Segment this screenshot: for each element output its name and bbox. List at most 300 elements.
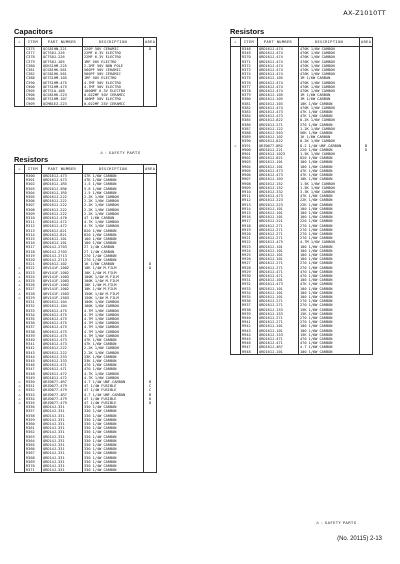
part-number: QRD161J-152 [258, 182, 299, 186]
item-ref: R941 [241, 320, 258, 324]
description: 3.3K 1/6W CARBON [299, 190, 360, 194]
col-item: ITEM [241, 38, 258, 47]
description: 100K 1/6W CARBON [83, 300, 144, 304]
part-number: QRD14J-331 [42, 430, 83, 434]
part-number: QRD14J-331 [42, 409, 83, 413]
description: 100 1/6W CARBON [299, 160, 360, 164]
item-ref: R334 [25, 313, 42, 317]
description: 470K 1/6W CARBON [299, 60, 360, 64]
description: 100K 1/4W M.FILM [83, 275, 144, 279]
item-ref: R318 [25, 250, 42, 254]
col-item: ITEM [25, 165, 42, 174]
part-number: QRD161J-101 [258, 249, 299, 253]
description: 47 1/6W CARBON [83, 216, 144, 220]
description: 330 1/4W CARBON [83, 435, 144, 439]
part-number: QRD14J-331 [42, 435, 83, 439]
col-part-number: PART NUMBER [258, 38, 299, 47]
item-ref: R925 [241, 253, 258, 257]
item-ref: R314 [25, 233, 42, 237]
part-number: QRV141F-1002 [42, 266, 83, 270]
part-number: QRD161J-474 [258, 60, 299, 64]
description: 47K 1/6W CARBON [299, 282, 360, 286]
item-ref: R356 [25, 405, 42, 409]
part-number: QRD161J-101 [258, 350, 299, 355]
description: 2.2K 1/6W CARBON [83, 199, 144, 203]
item-ref: R390 [241, 139, 258, 143]
description: 1.5 1/6W CARBON [83, 182, 144, 186]
item-ref: R310 [25, 216, 42, 220]
item-ref: R387 [241, 127, 258, 131]
description: 47 1/4W FUSIBLE [83, 397, 144, 401]
description: 4.7M 1/6W CARBON [83, 325, 144, 329]
description: 100 1/6W CARBON [299, 257, 360, 261]
safety-mark: ⚠ [15, 279, 25, 283]
description: 22K 1/6W CARBON [299, 198, 360, 202]
item-ref: R933 [241, 287, 258, 291]
capacitors-safety-note: ⚠ : SAFETY PARTS [100, 151, 141, 155]
item-ref: C388 [25, 76, 42, 80]
part-number: QRD161J-223 [258, 203, 299, 207]
item-ref: R915 [241, 211, 258, 215]
item-ref: R902 [241, 156, 258, 160]
part-number: QRD161J-475 [42, 330, 83, 334]
item-ref: R910 [241, 190, 258, 194]
description: 2.2K 1/6W CARBON [83, 351, 144, 355]
part-number: QCTS0J-226 [42, 55, 83, 59]
part-number: QRD161J-222 [42, 212, 83, 216]
part-number: QRD161J-473 [258, 114, 299, 118]
description: 1.5 1/6W CARBON [83, 191, 144, 195]
safety-mark: ⚠ [15, 271, 25, 275]
description: 1000MF 6.3V ELECTRO [83, 89, 144, 93]
table-row [15, 102, 157, 107]
description: 470K 1/6W CARBON [299, 64, 360, 68]
item-ref: R944 [241, 333, 258, 337]
part-number: QRD161J-471 [258, 270, 299, 274]
col-description: DESCRIPTION [83, 38, 144, 47]
description: 100 1/6W CARBON [299, 287, 360, 291]
part-number: QRD161J-222 [42, 199, 83, 203]
item-ref: R348 [241, 47, 258, 52]
part-number: QRD161J-222 [42, 203, 83, 207]
description: 270 1/6W CARBON [299, 266, 360, 270]
part-number: QRD161J-474 [258, 51, 299, 55]
part-number: QEKS1HM-225 [42, 64, 83, 68]
description: 150K 1/4W M.FILM [83, 292, 144, 296]
item-ref: R300 [25, 174, 42, 179]
description: 100 1/6W CARBON [299, 295, 360, 299]
part-number: QRD161J-101 [258, 324, 299, 328]
area-code: C [144, 384, 157, 388]
item-ref: R368 [25, 456, 42, 460]
part-number: QRD161J-473 [258, 173, 299, 177]
part-number: QRD161J-473 [258, 169, 299, 173]
part-number: QCM81EZ-223 [42, 102, 83, 107]
item-ref: R303 [25, 187, 42, 191]
part-number: QRD161J-474 [258, 47, 299, 52]
capacitors-heading: Capacitors [14, 27, 53, 36]
part-number: QRD161J-271 [258, 266, 299, 270]
resistors-heading-left: Resistors [14, 155, 49, 164]
description: 4.7K 1/6W CARBON [83, 224, 144, 228]
part-number: QRD161J-473 [42, 338, 83, 342]
description: 470K 1/6W CARBON [299, 89, 360, 93]
item-ref: R364 [25, 439, 42, 443]
description: 1M 1/6W CARBON [299, 93, 360, 97]
item-ref: R373 [241, 68, 258, 72]
safety-mark: ⚠ [15, 388, 25, 392]
col-description: DESCRIPTION [83, 165, 144, 174]
description: 330 1/4W CARBON [83, 451, 144, 455]
safety-mark: ⚠ [231, 144, 241, 148]
item-ref: R329 [25, 296, 42, 300]
item-ref: R335 [25, 317, 42, 321]
item-ref: R931 [241, 278, 258, 282]
item-ref: R340 [25, 338, 42, 342]
col-safety: ⚠ [15, 38, 25, 47]
item-ref: R309 [25, 212, 42, 216]
item-ref: R383 [241, 110, 258, 114]
item-ref: R302 [25, 182, 42, 186]
item-ref: R370 [241, 55, 258, 59]
description: 4.7M 1/6W CARBON [83, 317, 144, 321]
part-number: QRD14J-331 [42, 443, 83, 447]
part-number: QETS1HM-475 [42, 81, 83, 85]
part-number: QRD161J-105 [258, 93, 299, 97]
part-number: QRD161J-102 [42, 262, 83, 266]
part-number: QRD161J-822 [258, 118, 299, 122]
item-ref: R331 [25, 300, 42, 304]
area-code: B [144, 393, 157, 397]
item-ref: R926 [241, 257, 258, 261]
item-ref: C379 [25, 60, 42, 64]
item-ref: R912 [241, 198, 258, 202]
part-number: QRD14J-2713 [42, 258, 83, 262]
description: 330 1/4W CARBON [83, 405, 144, 409]
area-code [360, 350, 373, 355]
description: 8.2 1/4W UNF.CARBON [299, 144, 360, 148]
item-ref: R326 [25, 283, 42, 287]
part-number: QRD161J-822 [258, 139, 299, 143]
description: 100 1/6W CARBON [299, 253, 360, 257]
part-number: QRD161J-101 [258, 160, 299, 164]
part-number: QRD161J-271 [258, 228, 299, 232]
description: 100 1/6W CARBON [299, 215, 360, 219]
item-ref: R911 [241, 194, 258, 198]
part-number: QRD161J-474 [258, 85, 299, 89]
part-number: QRD14J-331 [42, 439, 83, 443]
description: 47K 1/6W CARBON [299, 110, 360, 114]
description: 100 1/6W CARBON [299, 207, 360, 211]
description: 1M 1/6W CARBON [299, 97, 360, 101]
item-ref: R922 [241, 240, 258, 244]
item-ref: R916 [241, 215, 258, 219]
item-ref: R339 [25, 334, 42, 338]
description: 10K 1/4W M.FILM [83, 266, 144, 270]
part-number: QCS81HK-223 [42, 93, 83, 97]
part-number: QRD14J-331 [42, 456, 83, 460]
safety-mark: ⚠ [15, 292, 25, 296]
part-number: QRD161J-471 [258, 337, 299, 341]
item-ref: C378 [25, 55, 42, 59]
description: 47 1/4W FUSIBLE [83, 384, 144, 388]
part-number: QRD161J-475 [42, 309, 83, 313]
part-number: QRD161J-475 [42, 334, 83, 338]
item-ref: R306 [25, 199, 42, 203]
item-ref: R316 [25, 241, 42, 245]
item-ref: R343 [25, 351, 42, 355]
description: 330 1/4W CARBON [83, 414, 144, 418]
item-ref: R346 [25, 363, 42, 367]
part-number: QRD161J-101 [258, 211, 299, 215]
part-number: QRD161J-153 [258, 312, 299, 316]
part-number: QRZ0077-479 [42, 384, 83, 388]
description: 470K 1/6W CARBON [299, 55, 360, 59]
safety-mark: ⚠ [15, 283, 25, 287]
description: 47K 1/6W CARBON [299, 194, 360, 198]
description: 270 1/6W CARBON [299, 320, 360, 324]
description: 10K 1/4W M.FILM [83, 283, 144, 287]
description: 270 1/6W CARBON [299, 236, 360, 240]
item-ref: R386 [241, 123, 258, 127]
description: 1MF 50V ELECTRO [83, 76, 144, 80]
description: 220P 50V CERAMIC [83, 47, 144, 52]
part-number: QRD161J-103 [258, 102, 299, 106]
item-ref: R380 [241, 97, 258, 101]
item-ref: R313 [25, 229, 42, 233]
item-ref: C375 [25, 47, 42, 52]
item-ref: R389 [241, 135, 258, 139]
description: 100MF 50V ELECTRO [83, 97, 144, 101]
item-ref: R901 [241, 152, 258, 156]
description: 4.7 1/6W CARBON [299, 345, 360, 349]
item-ref: R311 [25, 220, 42, 224]
description: 4.7M 1/6W CARBON [83, 321, 144, 325]
description: 470 1/6W CARBON [83, 367, 144, 371]
part-number: QRD161J-471 [42, 367, 83, 371]
area-code [144, 468, 157, 473]
item-ref: R928 [241, 266, 258, 270]
item-ref: R927 [241, 261, 258, 265]
table-row [231, 350, 373, 355]
description: 10K 1/6W CARBON [299, 102, 360, 106]
description: 330 1/4W CARBON [83, 447, 144, 451]
part-number: QCS81HN-221 [42, 47, 83, 52]
description: 100 1/6W CARBON [299, 291, 360, 295]
col-safety: ⚠ [15, 165, 25, 174]
part-number: QRD161J-101 [258, 215, 299, 219]
safety-mark [231, 350, 241, 355]
description: 330 1/4W CARBON [83, 418, 144, 422]
part-number: QRD161J-153 [258, 333, 299, 337]
item-ref: R317 [25, 245, 42, 249]
part-number: QRV141F-1003 [42, 275, 83, 279]
part-number: QRD161J-473 [42, 178, 83, 182]
item-ref: R327 [25, 287, 42, 291]
description: 2.2K 1/6W CARBON [83, 203, 144, 207]
description: 2.2K 1/6W CARBON [83, 195, 144, 199]
item-ref: R379 [241, 93, 258, 97]
item-ref: R341 [25, 342, 42, 346]
item-ref: R308 [25, 208, 42, 212]
description: 4.7 1/4W UNF.CARBON [83, 393, 144, 397]
item-ref: R347 [25, 367, 42, 371]
item-ref: C906 [25, 93, 42, 97]
part-number: QRD161J-475 [258, 240, 299, 244]
item-ref: R905 [241, 169, 258, 173]
item-ref: R319 [25, 254, 42, 258]
part-number: QRD161J-101 [258, 257, 299, 261]
item-ref: R917 [241, 219, 258, 223]
part-number: QRD161J-474 [258, 64, 299, 68]
part-number: QRD161J-101 [42, 241, 83, 245]
part-number: QRD161J-152 [258, 186, 299, 190]
description: 10K 1/4W M.FILM [83, 271, 144, 275]
description: 47K 1/6W CARBON [83, 178, 144, 182]
description: 5.6 1/6W CARBON [83, 187, 144, 191]
part-number: QRD14J-331 [42, 460, 83, 464]
item-ref: R367 [25, 451, 42, 455]
item-ref: R371 [241, 60, 258, 64]
part-number: QRD161J-473 [42, 174, 83, 179]
description: 15K 1/6W CARBON [299, 312, 360, 316]
part-number: QRD161J-271 [258, 224, 299, 228]
description: 47K 1/6W CARBON [83, 338, 144, 342]
part-number: QRD161J-1023 [258, 152, 299, 156]
item-ref: C908 [25, 97, 42, 101]
item-ref: R378 [241, 89, 258, 93]
item-ref: R937 [241, 303, 258, 307]
part-number: QRD161J-474 [258, 81, 299, 85]
description: 33K 1/6W CARBON [83, 359, 144, 363]
item-ref: R924 [241, 249, 258, 253]
item-ref: R385 [241, 118, 258, 122]
part-number: QRD161J-5R6 [42, 187, 83, 191]
part-number: QRD161J-271 [258, 232, 299, 236]
item-ref: R333 [25, 309, 42, 313]
table-row [15, 468, 157, 473]
part-number: QCS81HK-561 [42, 68, 83, 72]
part-number: QRD161J-472 [42, 376, 83, 380]
item-ref: R349 [241, 51, 258, 55]
col-area: AREA [144, 165, 157, 174]
item-ref: R324 [25, 275, 42, 279]
description: 270 1/4W CARBON [83, 254, 144, 258]
part-number: QRD161J-101 [258, 207, 299, 211]
description: 270 1/6W CARBON [299, 224, 360, 228]
description: 270 1/4W CARBON [83, 258, 144, 262]
part-number: QRD161J-101 [258, 329, 299, 333]
description: 22MF 6.3V ELECTRO [83, 51, 144, 55]
part-number: QRD161J-101 [258, 291, 299, 295]
part-number: QRD161J-470 [42, 216, 83, 220]
description: 220 1/6W CARBON [299, 148, 360, 152]
description: 330 1/4W CARBON [83, 422, 144, 426]
resistors-safety-note: ⚠ : SAFETY PARTS [316, 521, 357, 525]
description: 22K 1/6W CARBON [299, 203, 360, 207]
part-number: QETS1HM-105 [42, 76, 83, 80]
area-code: B [144, 380, 157, 384]
item-ref: R388 [241, 131, 258, 135]
item-ref: C900 [25, 85, 42, 89]
description: 47K 1/6W CARBON [83, 342, 144, 346]
item-ref: R948 [241, 350, 258, 355]
item-ref: R363 [25, 435, 42, 439]
item-ref: C905 [25, 89, 42, 93]
description: 330 1/4W CARBON [83, 443, 144, 447]
page-footer: (No. 20115) 2-13 [337, 536, 382, 542]
description: 1.5K 1/6W CARBON [299, 182, 360, 186]
description: 470K 1/6W CARBON [299, 51, 360, 55]
resistors-heading-right: Resistors [230, 27, 265, 36]
part-number: QRD161J-271 [258, 261, 299, 265]
description: 1.5K 1/6W CARBON [299, 186, 360, 190]
description: 270 1/6W CARBON [299, 299, 360, 303]
part-number: QRD161J-271 [258, 123, 299, 127]
part-number: QCS81HK-561 [42, 72, 83, 76]
item-ref: R362 [25, 430, 42, 434]
part-number: QRD14J-331 [42, 451, 83, 455]
item-ref: C390 [25, 81, 42, 85]
area-code: B [360, 144, 373, 148]
description: 1.5K 1/6W CARBON [299, 152, 360, 156]
description: 560PF 50V CERAMIC [83, 68, 144, 72]
part-number: QRD161J-821 [42, 233, 83, 237]
description: 470K 1/6W CARBON [299, 81, 360, 85]
description: 47K 1/6W CARBON [299, 173, 360, 177]
item-ref: R920 [241, 232, 258, 236]
resistors-table-right [230, 37, 373, 355]
item-ref: R351 [25, 384, 42, 388]
description: 4.7M 1/6W CARBON [83, 313, 144, 317]
description: 2.2K 1/6W CARBON [83, 208, 144, 212]
item-ref: R360 [25, 422, 42, 426]
part-number: QRD14J-2703 [42, 245, 83, 249]
description: 4.7K 1/6W CARBON [83, 376, 144, 380]
item-ref: C909 [25, 102, 42, 107]
description: 47K 1/6W CARBON [299, 114, 360, 118]
description: 8.2K 1/6W CARBON [299, 139, 360, 143]
part-number: QRD161J-101 [258, 165, 299, 169]
safety-mark [15, 468, 25, 473]
description: 270 1/6W CARBON [299, 303, 360, 307]
part-number: QRD161J-101 [258, 245, 299, 249]
part-number: QRZ0077-479 [42, 397, 83, 401]
item-ref: R320 [25, 258, 42, 262]
part-number: QRV141F-1002 [42, 283, 83, 287]
description: 4.7M 1/6W CARBON [299, 240, 360, 244]
part-number: QRD161J-101 [42, 237, 83, 241]
area-code [144, 102, 157, 107]
part-number: QRD161J-472 [42, 224, 83, 228]
description: 47 1/4W FUSIBLE [83, 401, 144, 405]
description: 4.7K 1/6W CARBON [83, 220, 144, 224]
part-number: QRD161J-473 [258, 282, 299, 286]
description: 330 1/4W CARBON [83, 468, 144, 473]
description: 270 1/6W CARBON [299, 261, 360, 265]
item-ref: R935 [241, 295, 258, 299]
col-area: AREA [360, 38, 373, 47]
part-number: QRD161J-473 [258, 110, 299, 114]
description: 330 1/4W CARBON [83, 439, 144, 443]
item-ref: R325 [25, 279, 42, 283]
part-number: QRD161J-473 [258, 194, 299, 198]
item-ref: R391 [241, 144, 258, 148]
item-ref: R918 [241, 224, 258, 228]
part-number: QRD161J-223 [258, 198, 299, 202]
part-number: QRD161J-474 [258, 68, 299, 72]
description: 0.022MF 50V CERAMIC [83, 93, 144, 97]
